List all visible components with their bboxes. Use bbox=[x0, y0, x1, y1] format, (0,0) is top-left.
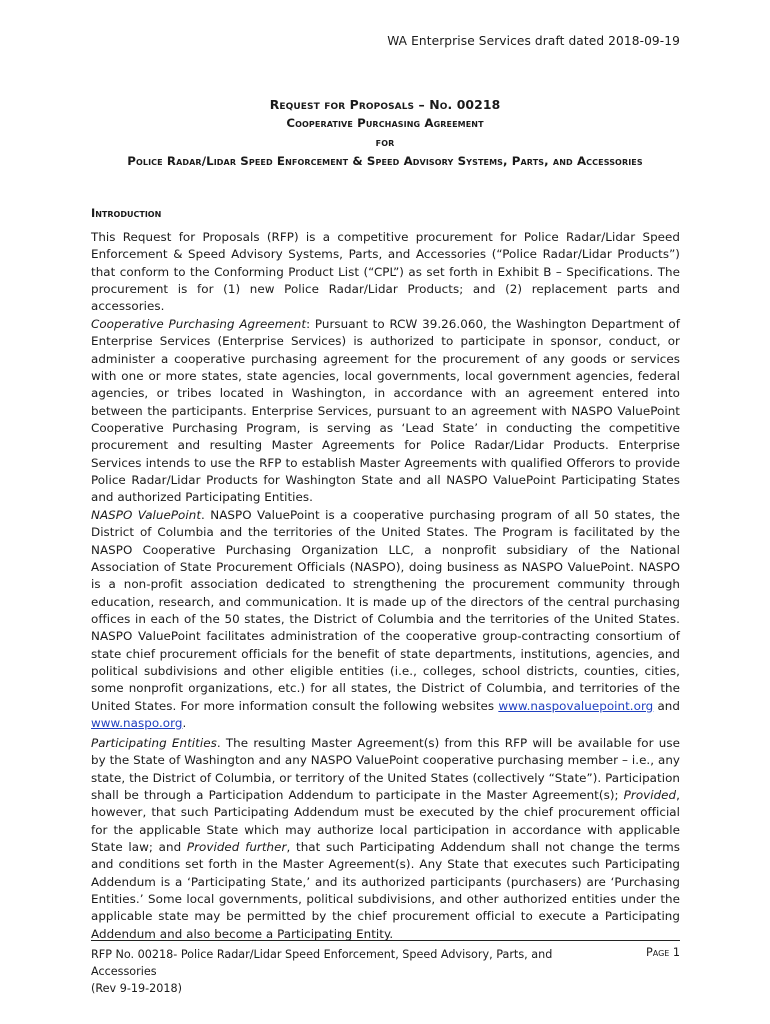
intro-paragraph-cooperative bbox=[91, 316, 680, 507]
provided-further-term: Provided further bbox=[186, 840, 287, 855]
naspo-link[interactable]: www.naspo.org bbox=[91, 716, 183, 731]
intro-paragraph-rfp: This Request for Proposals (RFP) is a competitive procurement for Police Radar/Lidar Speed Enforcement & Speed Advisory Systems, Parts, and Accessories (“Police Radar/Lidar Products”) that conform to the Conforming Product List (“CPL”) as set forth in Exhibit B – Specifications. The procurement is for (1) new Police Radar/Lidar Products; and (2) replacement parts and accessories. bbox=[91, 230, 680, 314]
introduction-heading: Introduction bbox=[91, 206, 162, 220]
provided-term: Provided bbox=[623, 788, 677, 803]
title-for: for bbox=[375, 135, 395, 149]
title-subject: Police Radar/Lidar Speed Enforcement & Speed Advisory Systems, Parts, and Accessories bbox=[127, 154, 643, 168]
intro-paragraph-naspo bbox=[91, 507, 680, 732]
footer-revision: (Rev 9-19-2018) bbox=[91, 982, 182, 995]
naspo-lead: NASPO ValuePoint bbox=[91, 508, 202, 522]
cooperative-lead: Cooperative Purchasing Agreement bbox=[91, 317, 307, 331]
participating-text-a: . The resulting Master Agreement(s) from this RFP will be available for use by the State of Washington and any NASPO ValuePoint cooperative purchasing member – i.e., any state, the District of Columbia, or territory of the United States (collectively “State”). Participation shall be through a Participation Addendum to participate in the Master Agreement(s); bbox=[91, 736, 680, 803]
naspo-text: . NASPO ValuePoint is a cooperative purchasing program of all 50 states, the District of Columbia and the territories of the United States. The Program is facilitated by the NASPO Cooperative Purchasing Organization LLC, a nonprofit subsidiary of the National Association of State Procurement Officials (NASPO), doing business as NASPO ValuePoint. NASPO is a non-profit association dedicated to strengthening the procurement community through education, research, and communication. It is made up of the directors of the central purchasing offices in each of the 50 states, the District of Columbia and the territories of the United States. NASPO ValuePoint facilitates administration of the cooperative group-contracting consortium of state chief procurement officials for the benefit of state departments, institutions, agencies, and political subdivisions and other eligible entities (i.e., colleges, school districts, counties, cities, some nonprofit organizations, etc.) for all states, the District of Columbia, and territories of the United States. For more information consult the following websites bbox=[91, 508, 681, 713]
rfp-title-block bbox=[60, 95, 710, 171]
title-rfp-number: Request for Proposals – No. 00218 bbox=[269, 97, 501, 112]
participating-lead: Participating Entities bbox=[91, 736, 217, 750]
title-agreement-type: Cooperative Purchasing Agreement bbox=[286, 116, 484, 130]
footer-document-info bbox=[91, 946, 611, 997]
naspo-end: . bbox=[182, 716, 187, 731]
cooperative-text: : Pursuant to RCW 39.26.060, the Washington Department of Enterprise Services (Enterprise Services) is authorized to participate in sponsor, conduct, or administer a cooperative purchasing agreement for the procurement of any goods or services with one or more states, state agencies, local governments, local government agencies, federal agencies, or tribes located in Washington, in accordance with an agreement entered into between the participants. Enterprise Services, pursuant to an agreement with NASPO ValuePoint Cooperative Purchasing Program, is serving as ‘Lead State’ in conducting the competitive procurement and resulting Master Agreements for Police Radar/Lidar Products. Enterprise Services intends to use the RFP to establish Master Agreements with qualified Offerors to provide Police Radar/Lidar Products for Washington State and all NASPO ValuePoint Participating States and authorized Participating Entities. bbox=[91, 317, 680, 505]
footer-rfp-title: RFP No. 00218- Police Radar/Lidar Speed Enforcement, Speed Advisory, Parts, and Accessories bbox=[91, 948, 553, 978]
draft-header-note: WA Enterprise Services draft dated 2018-09-19 bbox=[387, 34, 680, 48]
participating-text-c: , that such Participating Addendum shall not change the terms and conditions set forth in the Master Agreement(s). Any State that executes such Participating Addendum is a ‘Participating State,’ and its authorized participants (purchasers) are ‘Purchasing Entities.’ Some local governments, political subdivisions, and other authorized entities under the applicable state may be permitted by the chief procurement official to execute a Participating Addendum and also become a Participating Entity. bbox=[91, 840, 680, 941]
participating-text-b: , however, that such Participating Addendum must be executed by the chief procurement official for the applicable State which may authorize local participation in accordance with applicable State law; and bbox=[91, 788, 680, 855]
intro-paragraph-participating bbox=[91, 735, 680, 943]
footer-page-number: Page 1 bbox=[645, 946, 680, 959]
naspovaluepoint-link[interactable]: www.naspovaluepoint.org bbox=[498, 698, 654, 713]
footer-divider bbox=[91, 940, 680, 941]
naspo-and: and bbox=[653, 698, 680, 713]
